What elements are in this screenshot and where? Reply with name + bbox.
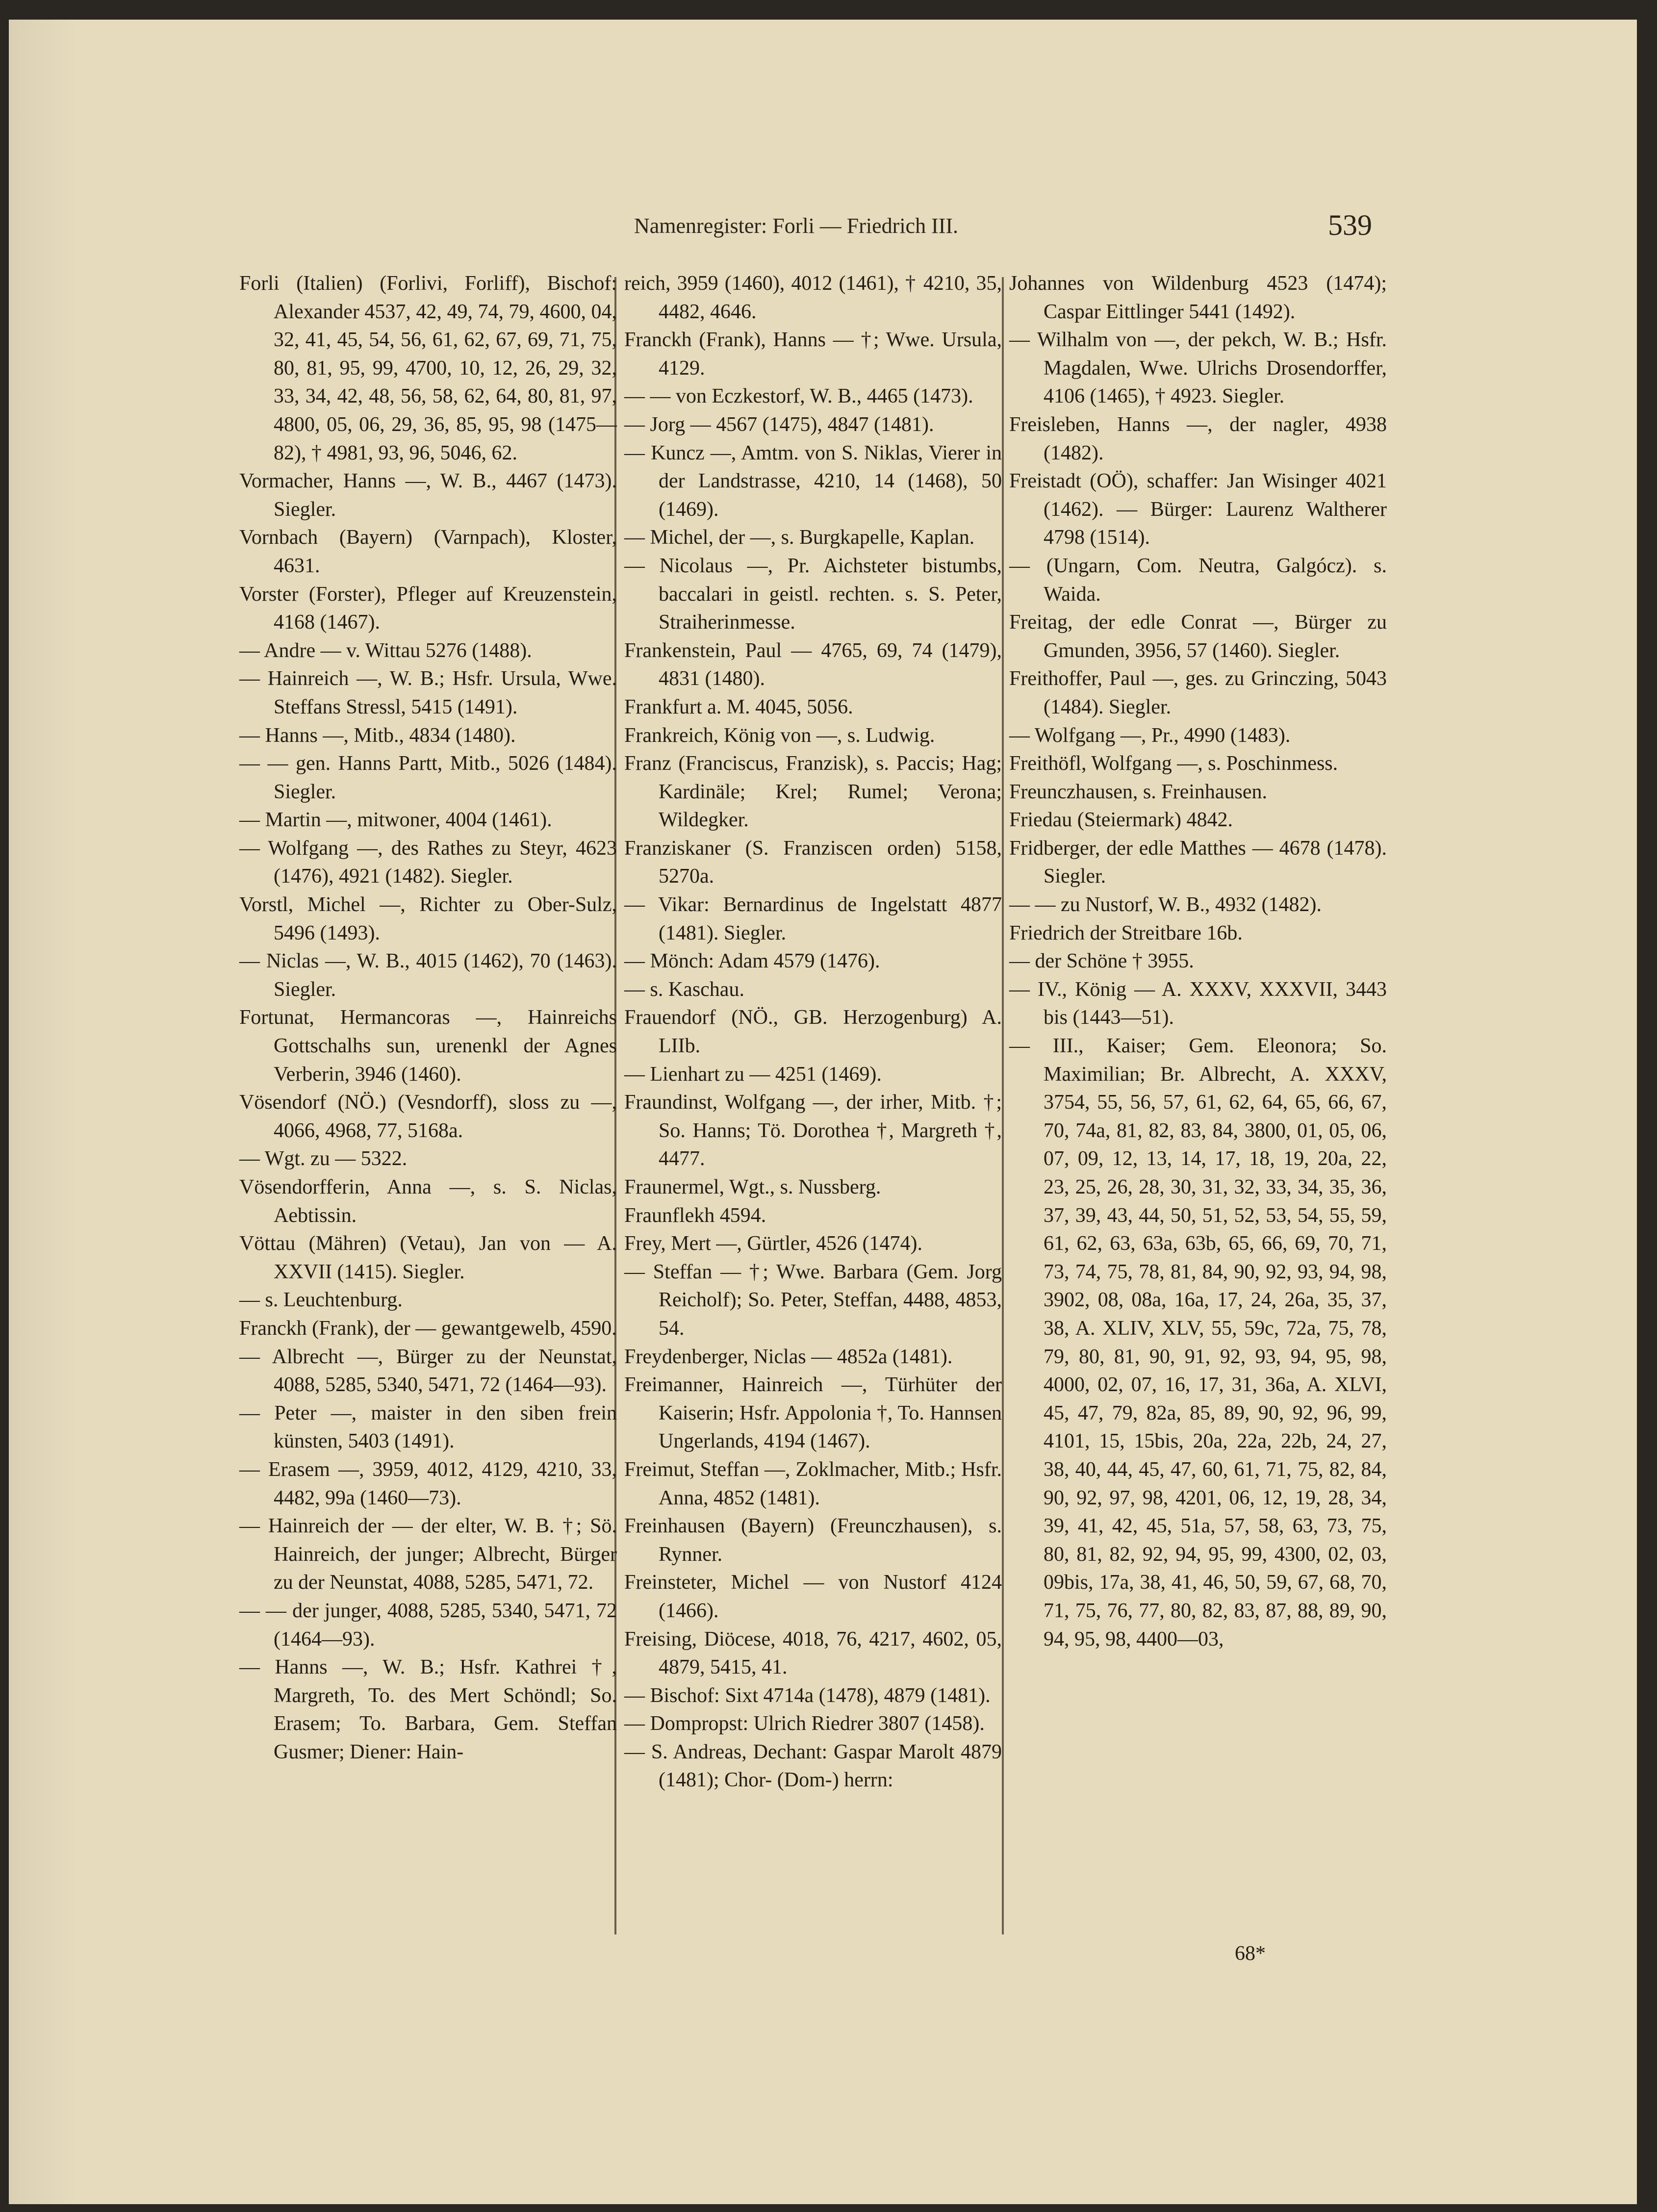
index-entry: — s. Leuchtenburg. <box>239 1289 403 1312</box>
index-entry: — Vikar: Bernardinus de Ingelstatt 4877 (1481). Siegler. <box>624 893 1002 944</box>
index-entry: Franz (Franciscus, Franzisk), s. Paccis; Hag; Kardinäle; Krel; Rumel; Verona; Wildegker. <box>624 752 1002 832</box>
index-entry: — Jorg — 4567 (1475), 4847 (1481). <box>624 413 934 436</box>
index-entry: — Michel, der —, s. Burgkapelle, Kaplan. <box>624 526 975 549</box>
index-entry: — Niclas —, W. B., 4015 (1462), 70 (1463). Siegler. <box>239 950 617 1001</box>
index-entry: — — von Eczkestorf, W. B., 4465 (1473). <box>624 385 973 408</box>
index-entry: Fridberger, der edle Matthes — 4678 (1478). Siegler. <box>1009 837 1387 888</box>
index-entry: Fraunflekh 4594. <box>624 1204 766 1227</box>
index-entry: — Wilhalm von —, der pekch, W. B.; Hsfr. Magdalen, Wwe. Ulrichs Drosendorffer, 4106 (1465), † 4923. Siegler. <box>1009 329 1387 408</box>
index-entry: — Mönch: Adam 4579 (1476). <box>624 950 880 973</box>
index-entry: Vösendorf (NÖ.) (Vesndorff), sloss zu —, 4066, 4968, 77, 5168a. <box>239 1091 617 1142</box>
index-entry: — Lienhart zu — 4251 (1469). <box>624 1063 882 1086</box>
index-entry: — Nicolaus —, Pr. Aichsteter bistumbs, baccalari in geistl. rechten. s. S. Peter, Straiherinmesse. <box>624 554 1002 634</box>
index-entry: Friedrich der Streitbare 16b. <box>1009 921 1243 944</box>
index-entry: — — gen. Hanns Partt, Mitb., 5026 (1484). Siegler. <box>239 752 617 803</box>
index-entry: Vorstl, Michel —, Richter zu Ober-Sulz, 5496 (1493). <box>239 893 617 944</box>
index-entry: — IV., König — A. XXXV, XXXVII, 3443 bis (1443—51). <box>1009 978 1387 1029</box>
index-entry: — Albrecht —, Bürger zu der Neunstat, 4088, 5285, 5340, 5471, 72 (1464—93). <box>239 1345 617 1397</box>
index-entry: Frankreich, König von —, s. Ludwig. <box>624 724 935 747</box>
index-entry: Franziskaner (S. Franziscen orden) 5158, 5270a. <box>624 837 1002 888</box>
index-entry: Freistadt (OÖ), schaffer: Jan Wisinger 4021 (1462). — Bürger: Laurenz Waltherer 4798 (1514). <box>1009 470 1387 549</box>
index-entry: — Bischof: Sixt 4714a (1478), 4879 (1481). <box>624 1684 991 1707</box>
index-entry: Vorster (Forster), Pfleger auf Kreuzenstein, 4168 (1467). <box>239 583 617 634</box>
index-column-1 <box>239 270 617 1766</box>
index-entry: — Wolfgang —, Pr., 4990 (1483). <box>1009 724 1291 747</box>
index-entry: — Steffan — †; Wwe. Barbara (Gem. Jorg Reicholf); So. Peter, Steffan, 4488, 4853, 54. <box>624 1260 1002 1340</box>
index-entry: Vösendorfferin, Anna —, s. S. Niclas, Aebtissin. <box>239 1176 617 1227</box>
index-entry: — (Ungarn, Com. Neutra, Galgócz). s. Waida. <box>1009 554 1387 606</box>
index-entry: Friedau (Steiermark) 4842. <box>1009 809 1233 832</box>
index-entry: — S. Andreas, Dechant: Gaspar Marolt 4879 (1481); Chor- (Dom-) herrn: <box>624 1740 1002 1792</box>
index-entry: Frankfurt a. M. 4045, 5056. <box>624 695 853 718</box>
index-column-3 <box>1009 270 1387 1653</box>
index-entry: Franckh (Frank), Hanns — †; Wwe. Ursula, 4129. <box>624 329 1002 380</box>
index-entry: Frauendorf (NÖ., GB. Herzogenburg) A. LIIb. <box>624 1006 1002 1058</box>
index-entry: Freising, Diöcese, 4018, 76, 4217, 4602, 05, 4879, 5415, 41. <box>624 1627 1002 1679</box>
signature-mark: 68* <box>1235 1942 1266 1965</box>
index-entry: — III., Kaiser; Gem. Eleonora; So. Maximilian; Br. Albrecht, A. XXXV, 3754, 55, 56, 57, 61, 62, 64, 65, 66, 67, 70, 74a, 81, 82, 83, 84, 3800, 01, 05, 06, 07, 09, 12, 13, 14, 17, 18, 19, 20a, 22, 23, 25, 26, 28, 30, 31, 32, 33, 34, 35, 36, 37, 39, 43, 44, 50, 51, 52, 53, 54, 55, 59, 61, 62, 63, 63a, 63b, 65, 66, 69, 70, 71, 73, 74, 75, 78, 81, 84, 90, 92, 93, 94, 98, 3902, 08, 08a, 16a, 17, 24, 26a, 35, 37, 38, A. XLIV, XLV, 55, 59c, 72a, 75, 78, 79, 80, 81, 90, 91, 92, 93, 94, 95, 98, 4000, 02, 07, 16, 17, 31, 36a, A. XLVI, 45, 47, 79, 82a, 85, 89, 90, 92, 96, 99, 4101, 15, 15bis, 20a, 22a, 22b, 24, 27, 38, 40, 44, 45, 47, 60, 61, 71, 75, 82, 84, 90, 92, 97, 98, 4201, 06, 12, 19, 28, 34, 39, 41, 42, 45, 51a, 57, 58, 63, 73, 75, 80, 81, 82, 92, 94, 95, 99, 4300, 02, 03, 09bis, 17a, 38, 41, 46, 50, 59, 67, 68, 70, 71, 75, 76, 77, 80, 82, 83, 87, 88, 89, 90, 94, 95, 98, 4400—03, <box>1009 1035 1387 1651</box>
index-entry: reich, 3959 (1460), 4012 (1461), † 4210, 35, 4482, 4646. <box>624 272 1002 323</box>
index-entry: — Hanns —, W. B.; Hsfr. Kathrei †, Margreth, To. des Mert Schöndl; So. Erasem; To. Barbara, Gem. Steffan Gusmer; Diener: Hain- <box>239 1656 617 1763</box>
index-entry: — Erasem —, 3959, 4012, 4129, 4210, 33, 4482, 99a (1460—73). <box>239 1458 617 1509</box>
index-entry: — Andre — v. Wittau 5276 (1488). <box>239 639 532 662</box>
index-entry: Freithoffer, Paul —, ges. zu Grinczing, 5043 (1484). Siegler. <box>1009 667 1387 718</box>
index-entry: — Hainreich —, W. B.; Hsfr. Ursula, Wwe. Steffans Stressl, 5415 (1491). <box>239 667 617 718</box>
index-entry: Vornbach (Bayern) (Varnpach), Kloster, 4631. <box>239 526 617 577</box>
running-title: Namenregister: Forli — Friedrich III. <box>634 214 959 238</box>
index-entry: Frankenstein, Paul — 4765, 69, 74 (1479), 4831 (1480). <box>624 639 1002 690</box>
index-entry: Franckh (Frank), der — gewantgewelb, 4590. <box>239 1317 617 1340</box>
column-divider <box>1002 277 1004 1934</box>
index-entry: — — zu Nustorf, W. B., 4932 (1482). <box>1009 893 1322 916</box>
index-entry: — Peter —, maister in den siben frein künsten, 5403 (1491). <box>239 1401 617 1453</box>
index-entry: Frey, Mert —, Gürtler, 4526 (1474). <box>624 1232 922 1255</box>
index-entry: — — der junger, 4088, 5285, 5340, 5471, 72 (1464—93). <box>239 1599 617 1651</box>
book-page <box>9 20 1637 2204</box>
index-entry: Freimanner, Hainreich —, Türhüter der Kaiserin; Hsfr. Appolonia †, To. Hannsen Ungerlands, 4194 (1467). <box>624 1373 1002 1453</box>
index-entry: Fraundinst, Wolfgang —, der irher, Mitb. †; So. Hanns; Tö. Dorothea †, Margreth †, 4477. <box>624 1091 1002 1170</box>
index-entry: Freinhausen (Bayern) (Freunczhausen), s. Rynner. <box>624 1515 1002 1566</box>
index-entry: — Kuncz —, Amtm. von S. Niklas, Vierer in der Landstrasse, 4210, 14 (1468), 50 (1469). <box>624 441 1002 521</box>
index-column-2 <box>624 270 1002 1795</box>
index-entry: — Wolfgang —, des Rathes zu Steyr, 4623 (1476), 4921 (1482). Siegler. <box>239 837 617 888</box>
index-entry: Freinsteter, Michel — von Nustorf 4124 (1466). <box>624 1571 1002 1622</box>
index-entry: Freisleben, Hanns —, der nagler, 4938 (1482). <box>1009 413 1387 464</box>
index-entry: — Dompropst: Ulrich Riedrer 3807 (1458). <box>624 1712 985 1735</box>
index-entry: — Wgt. zu — 5322. <box>239 1147 408 1170</box>
index-entry: Fortunat, Hermancoras —, Hainreichs Gottschalhs sun, urenenkl der Agnes Verberin, 3946 (1460). <box>239 1006 617 1086</box>
index-entry: — Hainreich der — der elter, W. B. †; Sö. Hainreich, der junger; Albrecht, Bürger zu der Neunstat, 4088, 5285, 5471, 72. <box>239 1515 617 1594</box>
index-entry: Freitag, der edle Conrat —, Bürger zu Gmunden, 3956, 57 (1460). Siegler. <box>1009 611 1387 662</box>
index-entry: Vöttau (Mähren) (Vetau), Jan von — A. XXVII (1415). Siegler. <box>239 1232 617 1283</box>
index-entry: — der Schöne † 3955. <box>1009 950 1194 973</box>
index-entry: Freunczhausen, s. Freinhausen. <box>1009 780 1268 803</box>
index-entry: Fraunermel, Wgt., s. Nussberg. <box>624 1176 881 1198</box>
index-entry: Johannes von Wildenburg 4523 (1474); Caspar Eittlinger 5441 (1492). <box>1009 272 1387 323</box>
index-entry: — Martin —, mitwoner, 4004 (1461). <box>239 809 552 832</box>
index-entry: Freithöfl, Wolfgang —, s. Poschinmess. <box>1009 752 1338 775</box>
index-entry: — Hanns —, Mitb., 4834 (1480). <box>239 724 516 747</box>
index-entry: Freimut, Steffan —, Zoklmacher, Mitb.; Hsfr. Anna, 4852 (1481). <box>624 1458 1002 1509</box>
index-entry: Freydenberger, Niclas — 4852a (1481). <box>624 1345 953 1368</box>
index-entry: Vormacher, Hanns —, W. B., 4467 (1473). Siegler. <box>239 470 617 521</box>
index-entry: Forli (Italien) (Forlivi, Forliff), Bischof: Alexander 4537, 42, 49, 74, 79, 4600, 04, 32, 41, 45, 54, 56, 61, 62, 67, 69, 71, 75, 80, 81, 95, 99, 4700, 10, 12, 26, 29, 32, 33, 34, 42, 48, 56, 58, 62, 64, 80, 81, 97, 4800, 05, 06, 29, 36, 85, 95, 98 (1475—82), † 4981, 93, 96, 5046, 62. <box>239 272 617 464</box>
index-entry: — s. Kaschau. <box>624 978 744 1001</box>
page-number: 539 <box>1328 209 1372 241</box>
